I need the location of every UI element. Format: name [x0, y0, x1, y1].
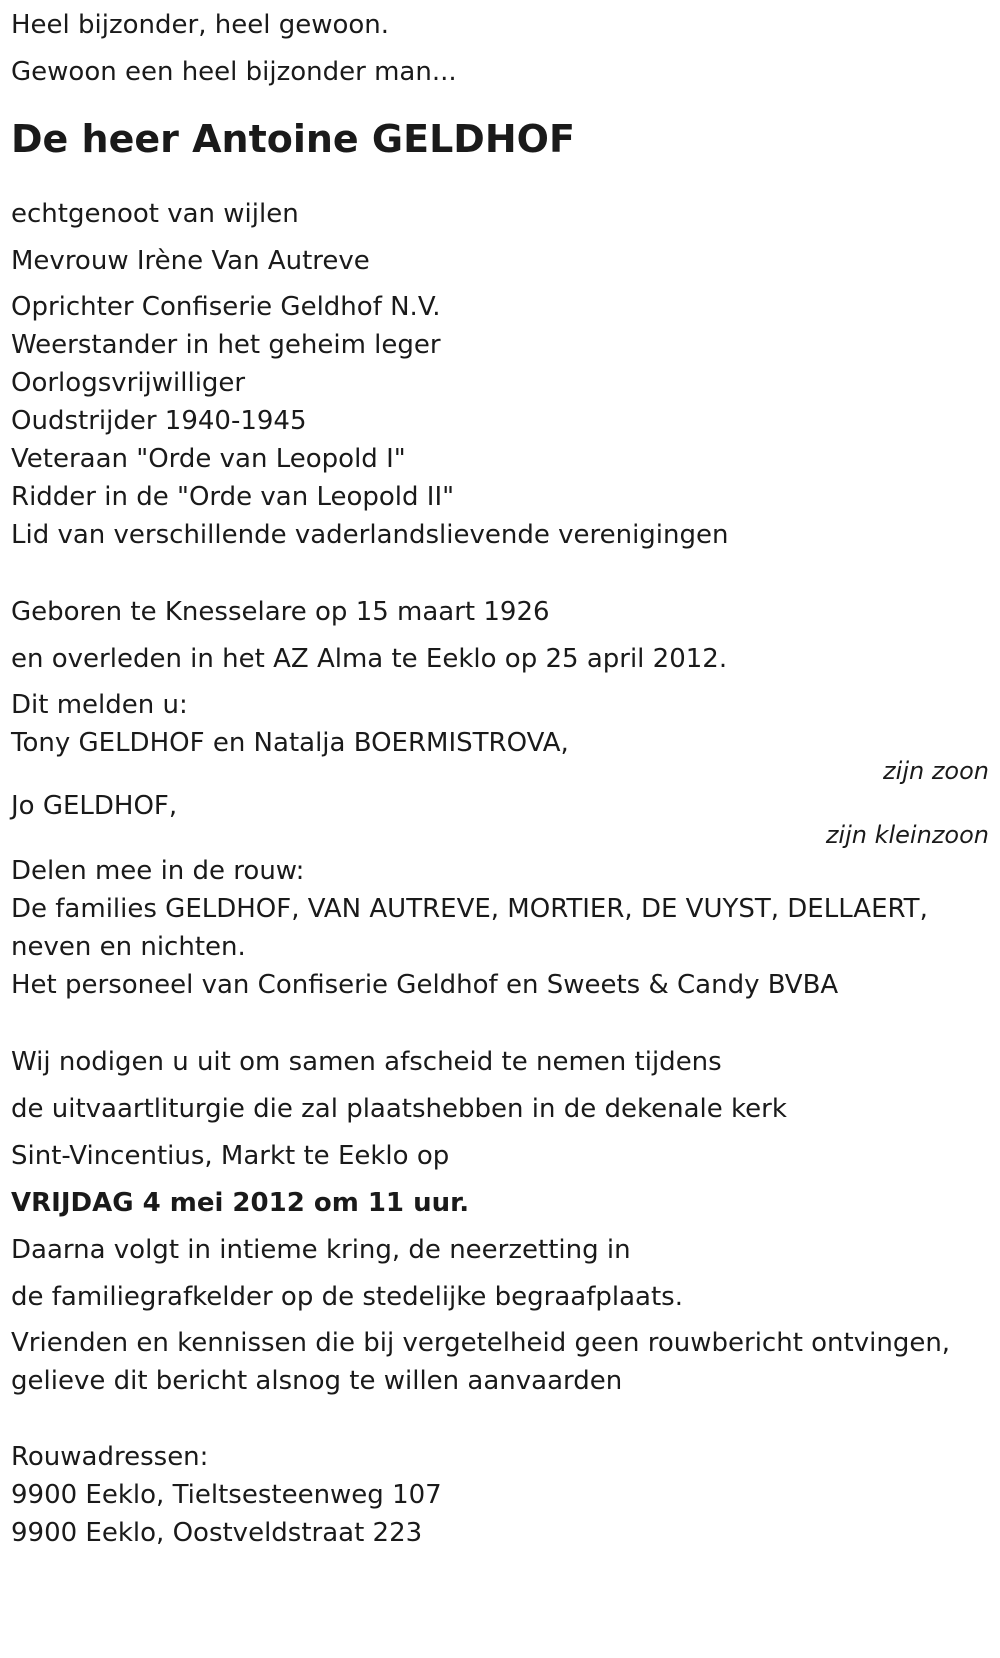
titles-list	[11, 288, 989, 554]
invitation-line: Wij nodigen u uit om samen afscheid te nemen tijdens	[11, 1047, 722, 1077]
spouse-name: Mevrouw Irène Van Autreve	[11, 246, 370, 276]
notice-line: Vrienden en kennissen die bij vergetelheid geen rouwbericht ontvingen,	[11, 1328, 951, 1358]
mourners-line: neven en nichten.	[11, 932, 246, 962]
birth-line: Geboren te Knesselare op 15 maart 1926	[11, 597, 550, 627]
title-item: Oorlogsvrijwilliger	[11, 368, 246, 398]
obituary-page	[11, 0, 989, 1552]
announcer-relation: zijn zoon	[883, 757, 989, 785]
mourners-line: De families GELDHOF, VAN AUTREVE, MORTIER, DE VUYST, DELLAERT,	[11, 894, 928, 924]
title-item: Ridder in de "Orde van Leopold II"	[11, 482, 455, 512]
intro-line-1: Heel bijzonder, heel gewoon.	[11, 10, 390, 40]
funeral-date: VRIJDAG 4 mei 2012 om 11 uur.	[11, 1188, 470, 1218]
announcer-name: Jo GELDHOF,	[11, 791, 178, 821]
title-item: Oudstrijder 1940-1945	[11, 406, 307, 436]
notice-line: gelieve dit bericht alsnog te willen aanvaarden	[11, 1366, 623, 1396]
mourners-line: Het personeel van Confiserie Geldhof en Sweets & Candy BVBA	[11, 970, 839, 1000]
invitation-line: de uitvaartliturgie die zal plaatshebben in de dekenale kerk	[11, 1094, 787, 1124]
invitation-line: Daarna volgt in intieme kring, de neerzetting in	[11, 1235, 631, 1265]
announcer-name: Tony GELDHOF en Natalja BOERMISTROVA,	[11, 728, 569, 758]
mourners-label: Delen mee in de rouw:	[11, 856, 305, 886]
death-line: en overleden in het AZ Alma te Eeklo op 25 april 2012.	[11, 644, 728, 674]
address-line: 9900 Eeklo, Oostveldstraat 223	[11, 1518, 423, 1548]
announcer-relation: zijn kleinzoon	[825, 821, 989, 849]
deceased-name: De heer Antoine GELDHOF	[11, 117, 575, 161]
title-item: Weerstander in het geheim leger	[11, 330, 441, 360]
spouse-label: echtgenoot van wijlen	[11, 199, 299, 229]
invitation-line: de familiegrafkelder op de stedelijke begraafplaats.	[11, 1282, 683, 1312]
announcers-label: Dit melden u:	[11, 690, 188, 720]
title-item: Veteraan "Orde van Leopold I"	[11, 444, 406, 474]
intro-line-2: Gewoon een heel bijzonder man...	[11, 57, 457, 87]
title-item: Lid van verschillende vaderlandslievende verenigingen	[11, 520, 729, 550]
addresses-label: Rouwadressen:	[11, 1442, 209, 1472]
address-line: 9900 Eeklo, Tieltsesteenweg 107	[11, 1480, 442, 1510]
title-item: Oprichter Confiserie Geldhof N.V.	[11, 292, 441, 322]
invitation-line: Sint-Vincentius, Markt te Eeklo op	[11, 1141, 450, 1171]
